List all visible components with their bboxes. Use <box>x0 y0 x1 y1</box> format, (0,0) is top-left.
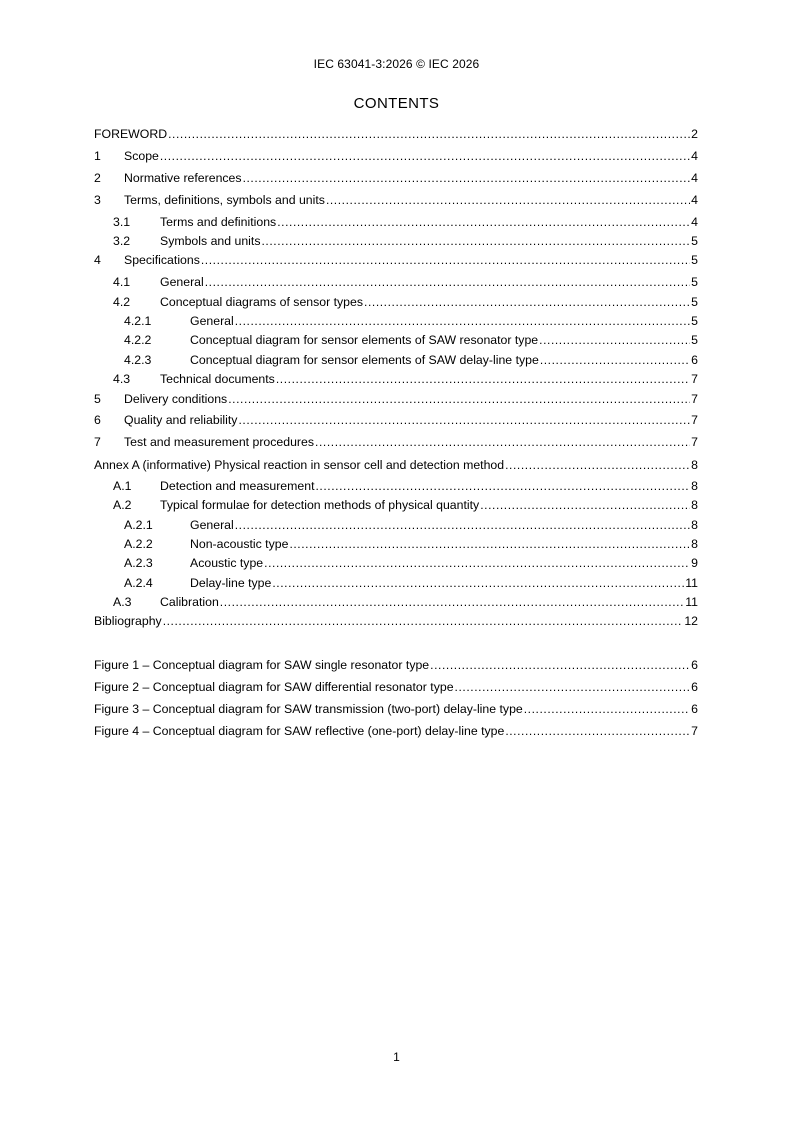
dot-leader <box>261 233 690 249</box>
toc-entry-label: Conceptual diagrams of sensor types <box>160 295 364 309</box>
toc-entry-page: 6 <box>691 702 698 716</box>
dot-leader <box>364 294 690 310</box>
toc-entry-label: Figure 2 – Conceptual diagram for SAW differential resonator type <box>94 680 454 694</box>
dot-leader <box>272 575 684 591</box>
dot-leader <box>524 701 690 717</box>
toc-entry[interactable] <box>94 613 698 629</box>
toc-entry-label: Conceptual diagram for sensor elements of SAW delay-line type <box>190 353 539 367</box>
toc-entry-label: Non-acoustic type <box>190 537 289 551</box>
toc-entry[interactable] <box>94 352 698 368</box>
dot-leader <box>160 148 690 164</box>
toc-entry-label: Technical documents <box>160 372 275 386</box>
toc-entry-number: 5 <box>94 392 101 406</box>
toc-entry-label: Terms, definitions, symbols and units <box>124 193 325 207</box>
toc-entry[interactable] <box>94 497 698 513</box>
toc-entry-label: Quality and reliability <box>124 413 238 427</box>
toc-entry-page: 11 <box>685 595 698 609</box>
toc-entry-label: Terms and definitions <box>160 215 277 229</box>
toc-entry[interactable] <box>94 555 698 571</box>
toc-entry-page: 4 <box>691 149 698 163</box>
dot-leader <box>243 170 691 186</box>
toc-entry-label: General <box>190 314 234 328</box>
toc-entry-page: 4 <box>691 193 698 207</box>
toc-entry-number: 2 <box>94 171 101 185</box>
toc-entry-page: 11 <box>685 576 698 590</box>
toc-entry-number: 4.2.3 <box>124 353 152 367</box>
toc-entry-number: A.2.1 <box>124 518 153 532</box>
toc-entry-page: 5 <box>691 314 698 328</box>
toc-entry[interactable] <box>94 457 698 473</box>
dot-leader <box>238 412 690 428</box>
toc-entry-page: 7 <box>691 724 698 738</box>
toc-entry-page: 8 <box>691 537 698 551</box>
toc-entry[interactable] <box>94 594 698 610</box>
dot-leader <box>235 313 690 329</box>
toc-entry-page: 5 <box>691 253 698 267</box>
toc-entry-page: 8 <box>691 479 698 493</box>
toc-entry[interactable] <box>94 294 698 310</box>
toc-entry-page: 7 <box>691 372 698 386</box>
toc-entry-number: 3.1 <box>113 215 131 229</box>
figure-list-entry[interactable] <box>94 701 698 717</box>
toc-entry-page: 12 <box>684 614 698 628</box>
toc-entry[interactable] <box>94 148 698 164</box>
toc-entry-label: Scope <box>124 149 159 163</box>
toc-entry[interactable] <box>94 332 698 348</box>
toc-entry[interactable] <box>94 192 698 208</box>
toc-entry-number: 4.2 <box>113 295 131 309</box>
toc-entry[interactable] <box>94 274 698 290</box>
toc-entry-page: 5 <box>691 295 698 309</box>
figure-list-entry[interactable] <box>94 723 698 739</box>
toc-entry-label: FOREWORD <box>94 127 168 141</box>
toc-entry-number: 4 <box>94 253 101 267</box>
dot-leader <box>430 657 690 673</box>
dot-leader <box>163 613 684 629</box>
toc-entry-page: 2 <box>691 127 698 141</box>
toc-entry-label: Acoustic type <box>190 556 264 570</box>
dot-leader <box>315 478 690 494</box>
toc-entry-label: Annex A (informative) Physical reaction in sensor cell and detection method <box>94 458 505 472</box>
figure-list-entry[interactable] <box>94 679 698 695</box>
toc-entry-page: 4 <box>691 171 698 185</box>
toc-entry-page: 7 <box>691 413 698 427</box>
toc-entry-number: A.1 <box>113 479 132 493</box>
toc-entry-page: 8 <box>691 498 698 512</box>
page-number: 1 <box>393 1050 400 1064</box>
toc-entry-label: Detection and measurement <box>160 479 315 493</box>
toc-entry-number: A.2.2 <box>124 537 153 551</box>
toc-entry-page: 5 <box>691 234 698 248</box>
dot-leader <box>235 517 690 533</box>
toc-entry-label: Bibliography <box>94 614 162 628</box>
toc-entry[interactable] <box>94 391 698 407</box>
dot-leader <box>201 252 690 268</box>
toc-entry-number: 3.2 <box>113 234 131 248</box>
toc-entry-label: Conceptual diagram for sensor elements of SAW resonator type <box>190 333 539 347</box>
toc-entry-label: Calibration <box>160 595 219 609</box>
toc-entry-page: 7 <box>691 392 698 406</box>
dot-leader <box>505 457 690 473</box>
toc-entry-number: 4.1 <box>113 275 131 289</box>
toc-entry-label: Specifications <box>124 253 200 267</box>
toc-entry[interactable] <box>94 371 698 387</box>
toc-entry-number: A.2 <box>113 498 132 512</box>
dot-leader <box>315 434 690 450</box>
dot-leader <box>505 723 690 739</box>
dot-leader <box>168 126 690 142</box>
toc-entry[interactable] <box>94 313 698 329</box>
toc-entry-page: 4 <box>691 215 698 229</box>
toc-entry[interactable] <box>94 536 698 552</box>
toc-entry[interactable] <box>94 434 698 450</box>
toc-entry-number: 6 <box>94 413 101 427</box>
toc-entry-page: 8 <box>691 458 698 472</box>
toc-entry-number: 4.2.2 <box>124 333 152 347</box>
toc-entry[interactable] <box>94 170 698 186</box>
toc-entry-label: Delay-line type <box>190 576 272 590</box>
toc-entry-label: General <box>190 518 234 532</box>
toc-entry-label: Delivery conditions <box>124 392 228 406</box>
toc-entry-page: 7 <box>691 435 698 449</box>
toc-entry[interactable] <box>94 412 698 428</box>
toc-entry-number: A.3 <box>113 595 132 609</box>
document-header: IEC 63041-3:2026 © IEC 2026 <box>313 57 480 71</box>
toc-entry-label: General <box>160 275 204 289</box>
dot-leader <box>480 497 690 513</box>
page-title: CONTENTS <box>353 95 440 112</box>
toc-entry[interactable] <box>94 126 698 142</box>
dot-leader <box>540 352 690 368</box>
toc-entry-number: A.2.3 <box>124 556 153 570</box>
figure-list-entry[interactable] <box>94 657 698 673</box>
toc-entry-page: 5 <box>691 275 698 289</box>
toc-entry-number: 4.2.1 <box>124 314 152 328</box>
toc-entry-number: 7 <box>94 435 101 449</box>
toc-entry[interactable] <box>94 478 698 494</box>
toc-entry-page: 6 <box>691 353 698 367</box>
toc-entry-label: Normative references <box>124 171 242 185</box>
toc-entry-page: 6 <box>691 680 698 694</box>
toc-entry-label: Figure 4 – Conceptual diagram for SAW reflective (one-port) delay-line type <box>94 724 505 738</box>
toc-entry[interactable] <box>94 575 698 591</box>
toc-entry-number: A.2.4 <box>124 576 153 590</box>
toc-entry-label: Typical formulae for detection methods of physical quantity <box>160 498 480 512</box>
dot-leader <box>220 594 684 610</box>
dot-leader <box>289 536 690 552</box>
dot-leader <box>455 679 691 695</box>
toc-entry-number: 1 <box>94 149 101 163</box>
toc-entry-page: 6 <box>691 658 698 672</box>
dot-leader <box>264 555 690 571</box>
dot-leader <box>276 371 690 387</box>
toc-entry-label: Figure 3 – Conceptual diagram for SAW transmission (two-port) delay-line type <box>94 702 523 716</box>
toc-entry[interactable] <box>94 517 698 533</box>
dot-leader <box>326 192 690 208</box>
toc-entry-page: 5 <box>691 333 698 347</box>
toc-entry-label: Test and measurement procedures <box>124 435 315 449</box>
toc-entry-label: Symbols and units <box>160 234 261 248</box>
toc-entry-page: 9 <box>691 556 698 570</box>
toc-entry-label: Figure 1 – Conceptual diagram for SAW single resonator type <box>94 658 430 672</box>
toc-entry-number: 4.3 <box>113 372 131 386</box>
dot-leader <box>205 274 690 290</box>
dot-leader <box>228 391 690 407</box>
toc-entry-number: 3 <box>94 193 101 207</box>
toc-entry[interactable] <box>94 252 698 268</box>
toc-entry[interactable] <box>94 214 698 230</box>
toc-entry-page: 8 <box>691 518 698 532</box>
dot-leader <box>277 214 690 230</box>
toc-entry[interactable] <box>94 233 698 249</box>
dot-leader <box>539 332 690 348</box>
